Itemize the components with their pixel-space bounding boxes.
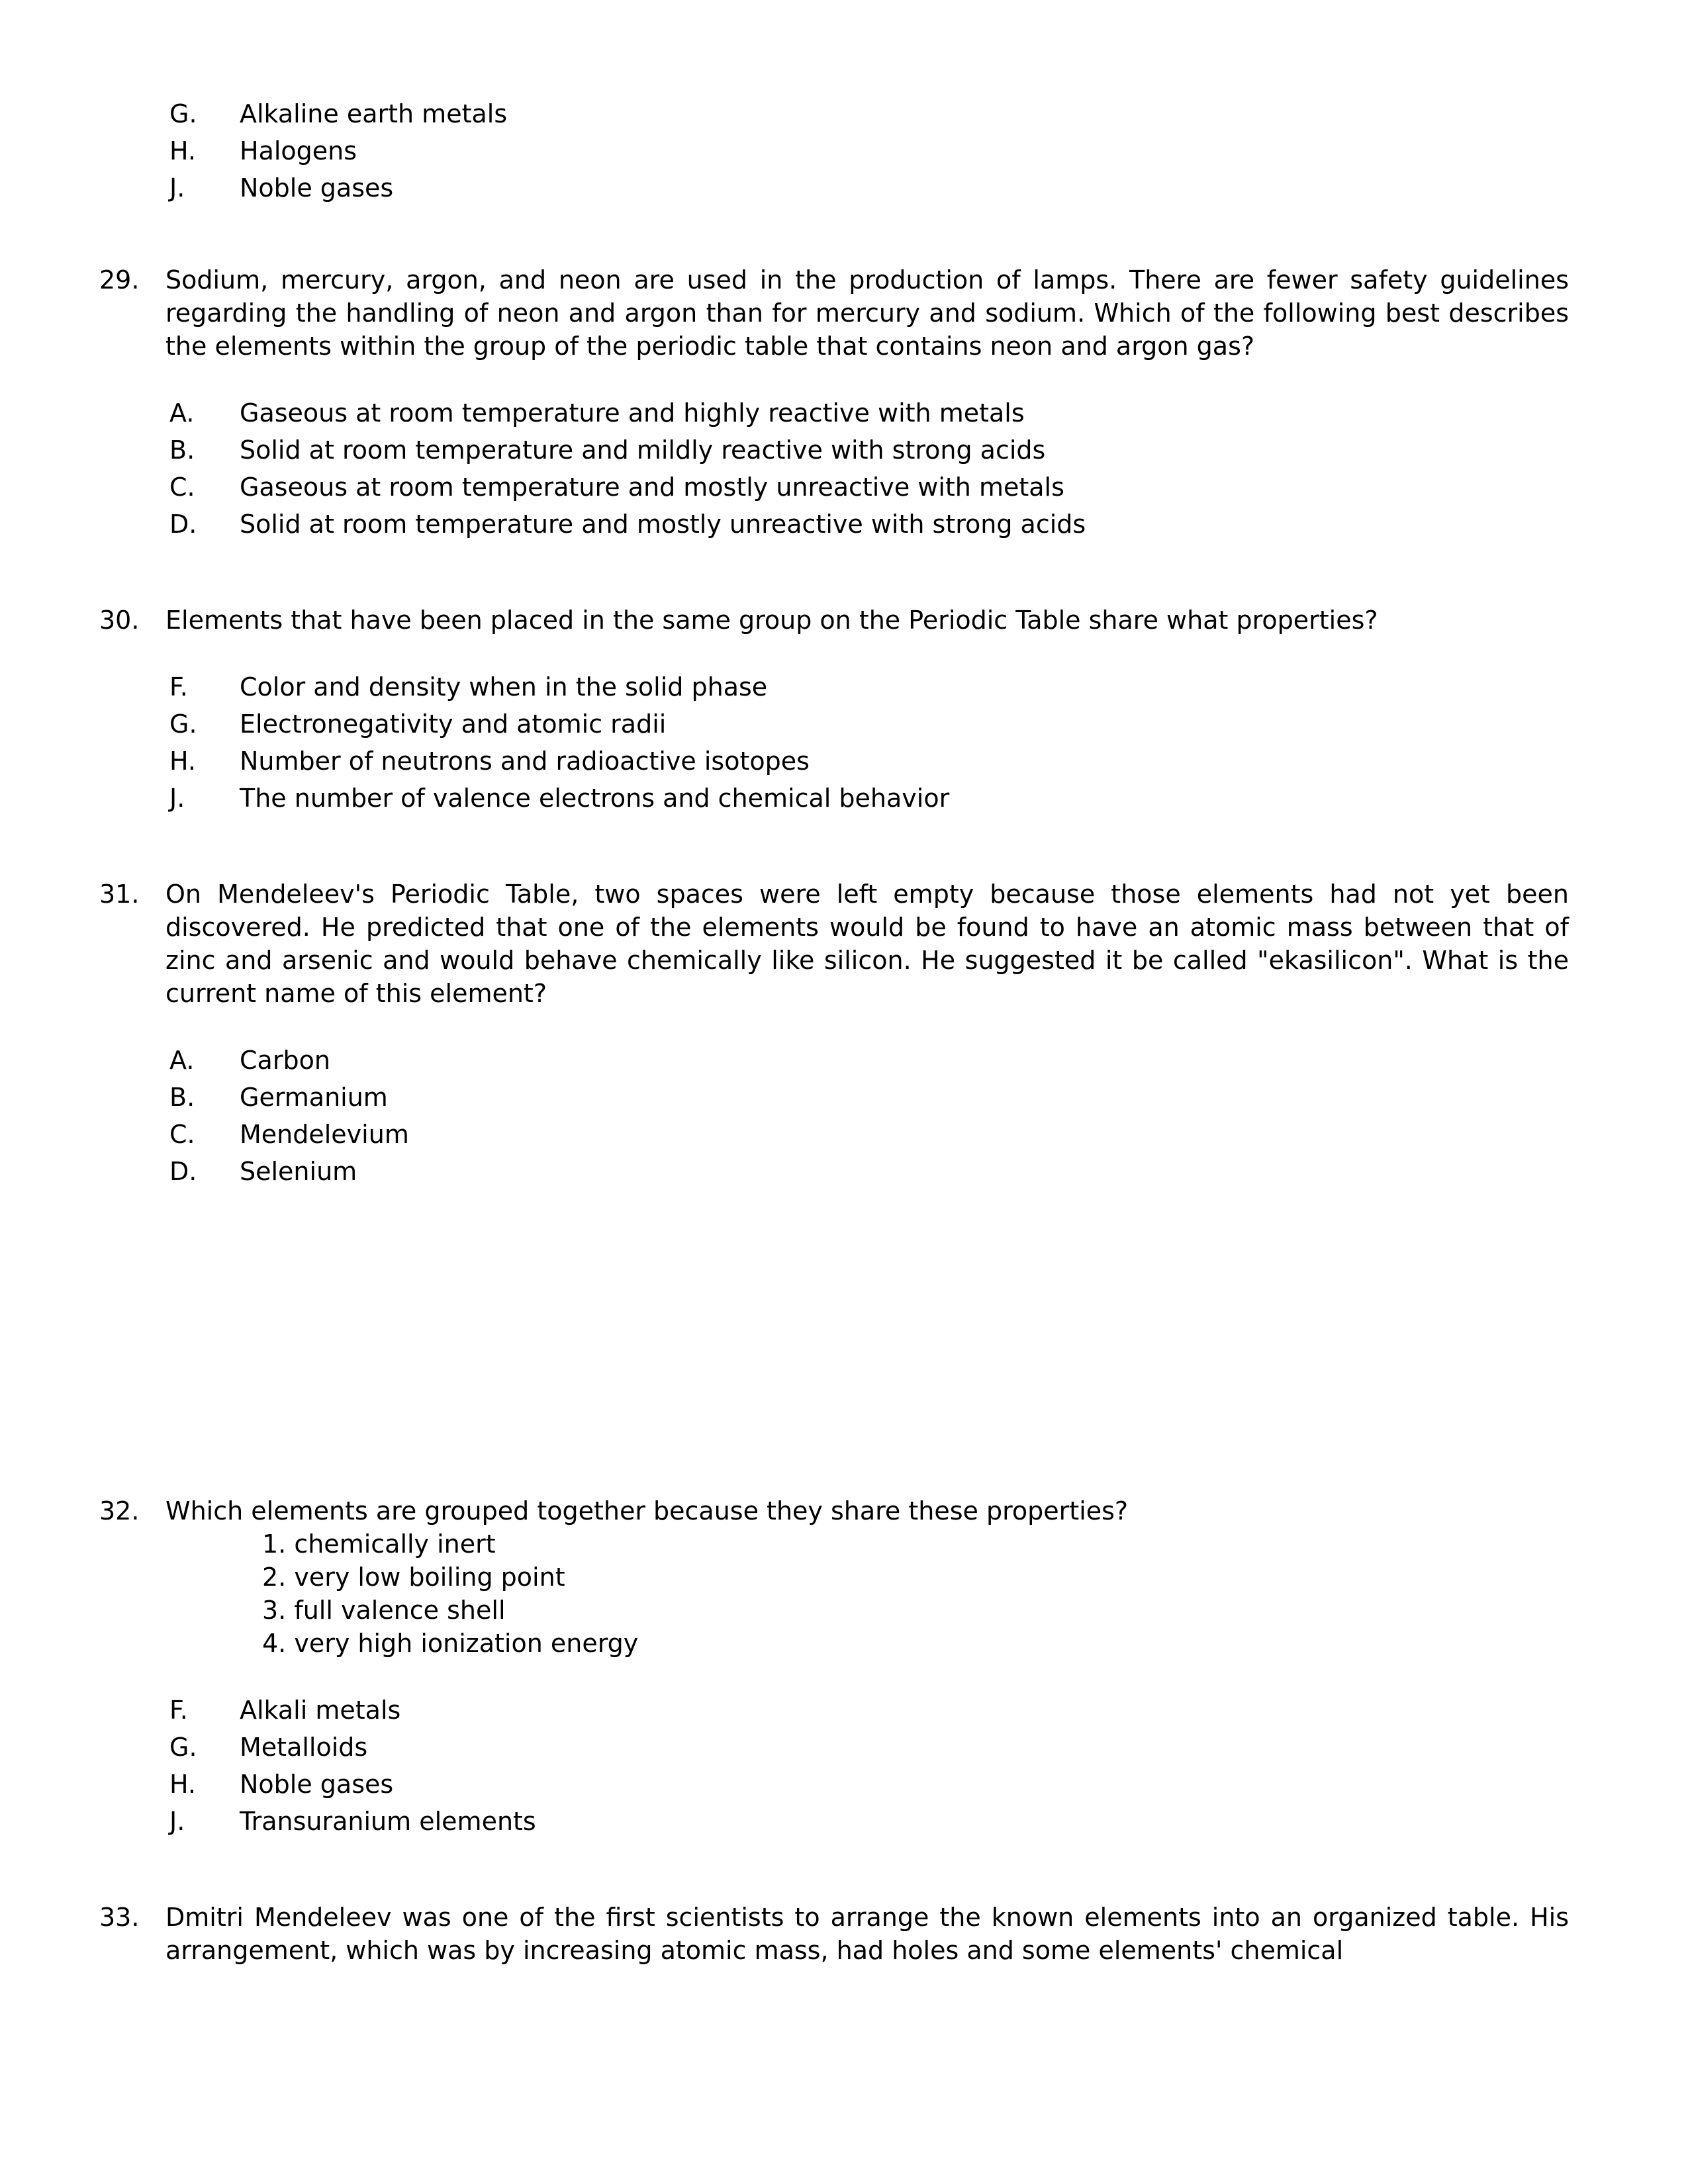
question-number: 33.: [99, 1903, 140, 1932]
option-text: Solid at room temperature and mostly unreactive with strong acids: [240, 510, 1086, 539]
option-letter: G.: [169, 99, 197, 128]
question-text: Which elements are grouped together because they share these properties?: [165, 1496, 1129, 1525]
option-letter: D.: [169, 510, 197, 539]
option-row: [169, 743, 1569, 780]
question-text: Elements that have been placed in the same group on the Periodic Table share what properties?: [165, 606, 1378, 635]
question-30: [99, 604, 1569, 817]
option-letter: H.: [169, 136, 196, 165]
option-text: Noble gases: [240, 1770, 394, 1799]
question-31-options: [99, 1042, 1569, 1190]
question-number: 31.: [99, 880, 140, 909]
option-row: [169, 1116, 1569, 1153]
option-row: [169, 1079, 1569, 1116]
option-text: Solid at room temperature and mildly reactive with strong acids: [240, 435, 1046, 465]
option-letter: J.: [169, 173, 185, 203]
question-32-options: [99, 1692, 1569, 1840]
option-letter: F.: [169, 1696, 188, 1725]
question-text: Sodium, mercury, argon, and neon are used in the production of lamps. There are fewer safety guidelines regarding the handling of neon and argon than for mercury and sodium. Which of the following best describes the elements within the group of the periodic table that contains neon and argon gas?: [165, 265, 1569, 361]
option-text: Number of neutrons and radioactive isotopes: [240, 747, 810, 776]
question-number: 30.: [99, 606, 140, 635]
option-letter: D.: [169, 1157, 197, 1186]
option-row: [169, 394, 1569, 432]
option-text: The number of valence electrons and chemical behavior: [240, 784, 950, 813]
question-31: [99, 878, 1569, 1190]
property-item: 4. very high ionization energy: [262, 1629, 639, 1658]
option-text: Alkaline earth metals: [240, 99, 508, 128]
option-letter: G.: [169, 1733, 197, 1762]
option-row: [169, 705, 1569, 743]
option-text: Metalloids: [240, 1733, 368, 1762]
option-letter: G.: [169, 709, 197, 739]
option-letter: A.: [169, 398, 195, 428]
option-row: [169, 1729, 1569, 1766]
question-29-options: [99, 394, 1569, 543]
question-33-head: [99, 1901, 1569, 1967]
option-letter: C.: [169, 473, 195, 502]
option-text: Carbon: [240, 1046, 330, 1075]
option-row: [169, 1153, 1569, 1190]
option-text: Germanium: [240, 1083, 388, 1112]
option-row: [169, 506, 1569, 543]
option-letter: F.: [169, 672, 188, 702]
property-item: 2. very low boiling point: [262, 1563, 565, 1592]
question-number: 32.: [99, 1496, 140, 1525]
option-letter: C.: [169, 1120, 195, 1149]
question-33: [99, 1901, 1569, 1967]
option-text: Noble gases: [240, 173, 394, 203]
question-text: On Mendeleev's Periodic Table, two spaces were left empty because those elements had not yet been discovered. He predicted that one of the elements would be found to have an atomic mass between that of zinc and arsenic and would behave chemically like silicon. He suggested it be called "ekasilicon". What is the current name of this element?: [165, 880, 1569, 1008]
option-text: Selenium: [240, 1157, 357, 1186]
option-row: [169, 1042, 1569, 1079]
question-29: [99, 263, 1569, 543]
option-row: [169, 432, 1569, 469]
option-text: Transuranium elements: [240, 1807, 536, 1836]
option-row: [169, 668, 1569, 705]
option-row: [169, 1803, 1569, 1840]
option-text: Mendelevium: [240, 1120, 409, 1149]
option-row: [169, 469, 1569, 506]
option-letter: A.: [169, 1046, 195, 1075]
question-31-head: [99, 878, 1569, 1010]
option-text: Alkali metals: [240, 1696, 401, 1725]
option-row: [169, 95, 1569, 132]
option-letter: J.: [169, 1807, 185, 1836]
option-row: [169, 169, 1569, 206]
property-item: 3. full valence shell: [262, 1596, 506, 1625]
option-row: [169, 132, 1569, 169]
option-letter: J.: [169, 784, 185, 813]
question-32-property-list: [99, 1527, 1569, 1660]
option-row: [169, 1692, 1569, 1729]
question-32: [99, 1494, 1569, 1840]
option-text: Gaseous at room temperature and highly reactive with metals: [240, 398, 1025, 428]
question-30-head: [99, 604, 1569, 637]
option-row: [169, 780, 1569, 817]
option-letter: H.: [169, 747, 196, 776]
question-32-head: [99, 1494, 1569, 1527]
option-letter: B.: [169, 435, 195, 465]
option-text: Gaseous at room temperature and mostly unreactive with metals: [240, 473, 1064, 502]
option-text: Electronegativity and atomic radii: [240, 709, 667, 739]
option-letter: B.: [169, 1083, 195, 1112]
question-text: Dmitri Mendeleev was one of the first scientists to arrange the known elements into an organized table. His arrangement, which was by increasing atomic mass, had holes and some elements' chemical: [165, 1903, 1569, 1965]
leading-option-list: [99, 95, 1569, 206]
question-number: 29.: [99, 265, 140, 295]
question-29-head: [99, 263, 1569, 363]
question-30-options: [99, 668, 1569, 817]
option-text: Color and density when in the solid phase: [240, 672, 768, 702]
property-item: 1. chemically inert: [262, 1529, 496, 1559]
option-letter: H.: [169, 1770, 196, 1799]
option-text: Halogens: [240, 136, 357, 165]
option-row: [169, 1766, 1569, 1803]
